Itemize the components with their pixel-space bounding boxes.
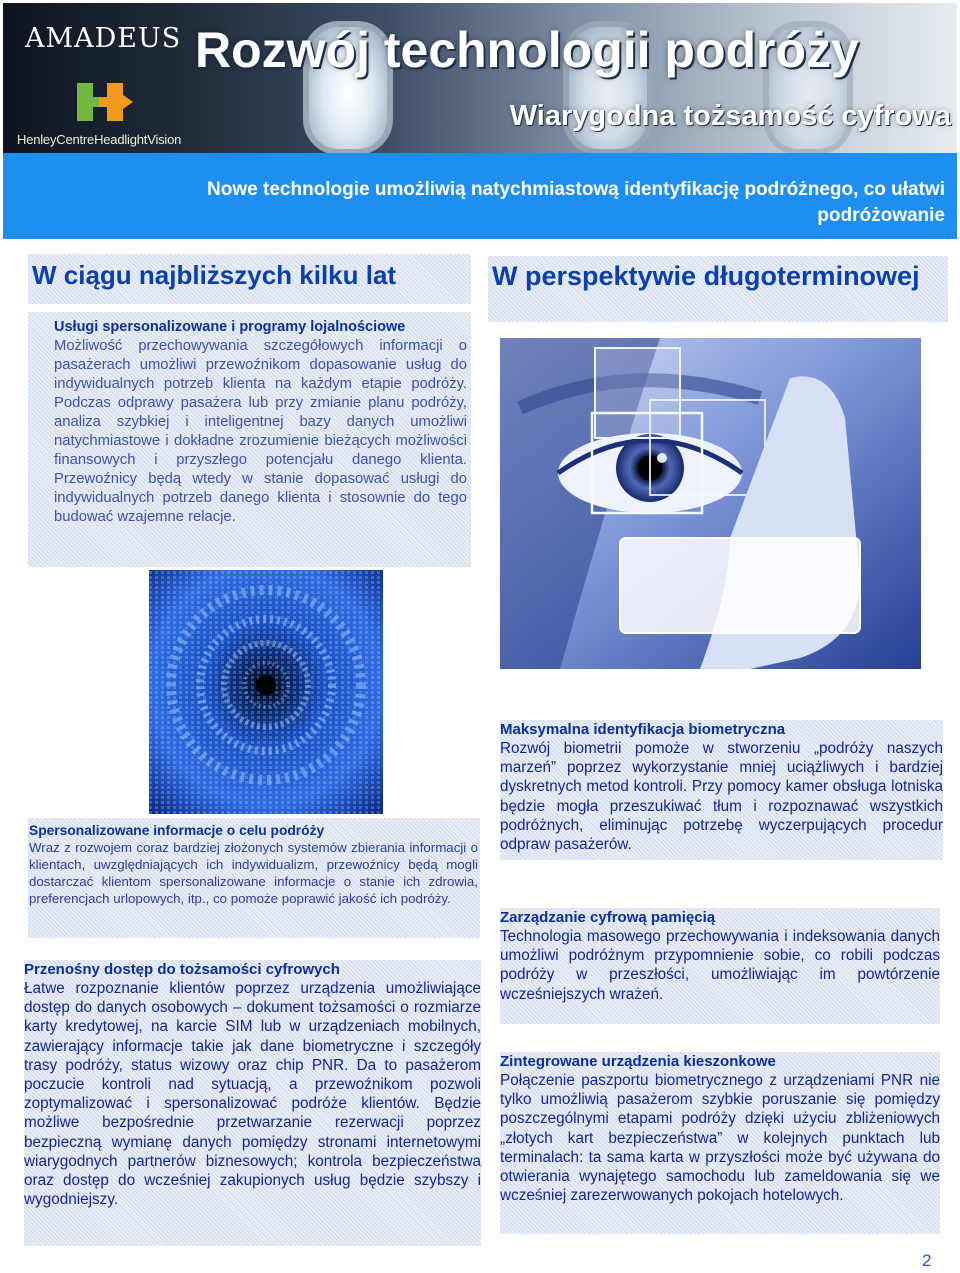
article-body: Rozwój biometrii pomoże w stworzeniu „podróży naszych marzeń” poprzez wykorzystanie mniej uciążliwych i bardziej dyskretnych metod kontroli. Przy pomocy kamer obsługa lotniska będzie mogła przeszukiwać tłum i rozpoznawać wszystkich podróżnych, eliminując potrzebę wyczerpujących procedur odpraw pasażerów. (500, 740, 943, 854)
article-body: Wraz z rozwojem coraz bardziej złożonych systemów zbierania informacji o klientach, uwzględniających ich indywidualizm, przewoźnicy będą mogli dostarczać klientom spersonalizowane informacje o stanie ich zdrowia, preferencjach urlopowych, itp., co pomoże poprawić jakość ich podróży. (29, 840, 478, 906)
article-destination-info (28, 818, 480, 938)
article-digital-memory (500, 908, 940, 1024)
page-title: Rozwój technologii podróży (195, 22, 859, 78)
section-heading-text: W perspektywie długoterminowej (492, 261, 920, 291)
intro-band (3, 153, 957, 239)
article-body: Łatwe rozpoznanie klientów poprzez urządzenia umożliwiające dostęp do danych osobowych – dokument tożsamości o rozmiarze karty kredytowej, na karcie SIM lub w urządzeniach mobilnych, zawierający informacje takie jak dane biometryczne i szczegóły trasy podróży, status wizowy oraz chip PNR. Da to pasażerom poczucie kontroli nad sytuacją, a przewoźnikom pozwoli zoptymalizować i spersonalizować podróże klientów. Będzie możliwe bezpośrednie przetwarzanie rezerwacji poprzez bezpieczną wymianę danych pomiędzy stronami internetowymi wiarygodnych partnerów biznesowych; kontrola bezpieczeństwa oraz dostęp do wcześniej zakupionych usług będzie szybszy i wygodniejszy. (24, 980, 481, 1209)
article-title: Przenośny dostęp do tożsamości cyfrowych (24, 961, 340, 978)
article-biometric-identification (500, 720, 943, 860)
section-heading-long-term (488, 256, 948, 322)
section-heading-short-term (28, 254, 471, 304)
article-pocket-devices (500, 1052, 940, 1234)
article-title: Usługi spersonalizowane i programy lojalnościowe (54, 319, 406, 335)
article-body: Połączenie paszportu biometrycznego z urządzeniami PNR nie tylko umożliwią pasażerom szybkie poruszanie się pomiędzy poszczególnymi etapami podróży dzięki użyciu zbliżeniowych „złotych kart bezpieczeństwa” w kolejnych punktach lub terminalach: ta sama karta w przyszłości może być używana do otwierania wynajętego samochodu lub zameldowania się we wcześniej zarezerwowanych pokojach hotelowych. (500, 1072, 940, 1205)
page-subtitle: Wiarygodna tożsamość cyfrowa (509, 100, 951, 132)
amadeus-logo: AMADEUS (25, 23, 182, 54)
intro-text: Nowe technologie umożliwią natychmiastową identyfikację podróżnego, co ułatwi podróżowanie (207, 179, 945, 226)
article-title: Spersonalizowane informacje o celu podróży (29, 823, 325, 838)
article-body: Technologia masowego przechowywania i indeksowania danych umożliwi podróżnym przypomnienie sobie, co robili podczas podróży w przeszłości, umożliwiając im powtórzenie wcześniejszych wrażeń. (500, 928, 940, 1003)
article-title: Zarządzanie cyfrową pamięcią (500, 909, 716, 926)
biometric-eye-scan-image (500, 338, 921, 669)
header-banner (3, 3, 957, 153)
article-title: Zintegrowane urządzenia kieszonkowe (500, 1053, 776, 1070)
article-portable-identity (24, 960, 481, 1246)
article-body: Możliwość przechowywania szczegółowych informacji o pasażerach umożliwi przewoźnikom dopasowanie usług do indywidualnych potrzeb klienta na każdym etapie podróży. Podczas odprawy pasażera lub przy zmianie planu podróży, analiza szybkiej i inteligentnej bazy danych umożliwi natychmiastowe i dokładne zrozumienie bieżących możliwości finansowych i przyszłego potencjału danego klienta. Przewoźnicy będą wtedy w stanie dopasować usługi do indywidualnych potrzeb danego klienta i stosownie do tego budować wzajemne relacje. (54, 338, 467, 525)
article-personalized-services (28, 312, 471, 567)
article-title: Maksymalna identyfikacja biometryczna (500, 721, 786, 738)
data-tunnel-image (149, 570, 383, 814)
henley-logo-icon (73, 79, 135, 125)
page-number: 2 (922, 1251, 932, 1270)
section-heading-text: W ciągu najbliższych kilku lat (32, 260, 397, 290)
henley-logo-text: HenleyCentreHeadlightVision (17, 132, 182, 147)
